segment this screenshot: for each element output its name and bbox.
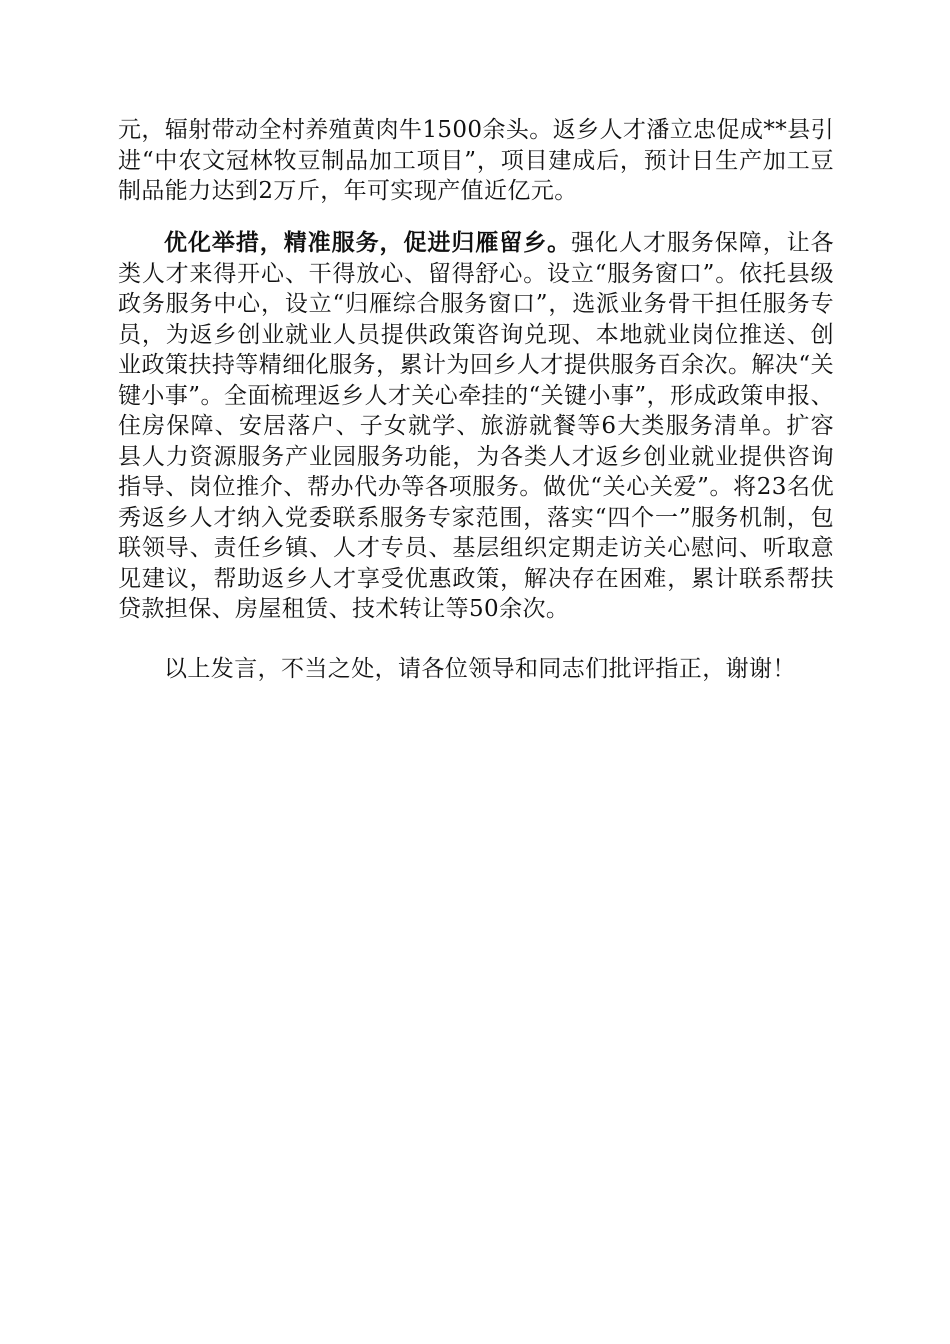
- paragraph-text: 以上发言，不当之处，请各位领导和同志们批评指正，谢谢！: [164, 656, 796, 682]
- paragraph-services: [118, 228, 834, 625]
- paragraph-heading: 优化举措，精准服务，促进归雁留乡。: [164, 229, 572, 256]
- paragraph-text: 元，辐射带动全村养殖黄肉牛1500余头。返乡人才潘立忠促成**县引进“中农文冠林牧豆制品加工项目”，项目建成后，预计日生产加工豆制品能力达到2万斤，年可实现产值近亿元。: [118, 117, 834, 204]
- paragraph-closing: [118, 654, 834, 685]
- paragraph-text: 强化人才服务保障，让各类人才来得开心、干得放心、留得舒心。设立“服务窗口”。依托县级政务服务中心，设立“归雁综合服务窗口”，选派业务骨干担任服务专员，为返乡创业就业人员提供政策咨询兑现、本地就业岗位推送、创业政策扶持等精细化服务，累计为回乡人才提供服务百余次。解决“关键小事”。全面梳理返乡人才关心牵挂的“关键小事”，形成政策申报、住房保障、安居落户、子女就学、旅游就餐等6大类服务清单。扩容县人力资源服务产业园服务功能，为各类人才返乡创业就业提供咨询指导、岗位推介、帮办代办等各项服务。做优“关心关爱”。将23名优秀返乡人才纳入党委联系服务专家范围，落实“四个一”服务机制，包联领导、责任乡镇、人才专员、基层组织定期走访关心慰问、听取意见建议，帮助返乡人才享受优惠政策，解决存在困难，累计联系帮扶贷款担保、房屋租赁、技术转让等50余次。: [118, 230, 834, 622]
- paragraph-results: [118, 115, 834, 207]
